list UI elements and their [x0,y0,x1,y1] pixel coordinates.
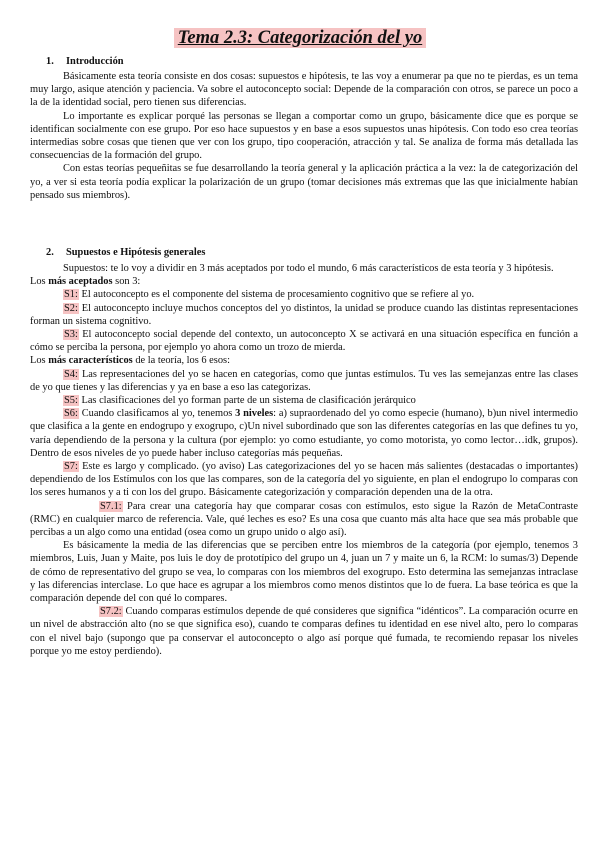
section-heading-text: Supuestos e Hipótesis generales [66,247,206,258]
text: Cuando comparas estímulos depende de qué consideres que significa “idénticos”. La comparación ocurre en un nivel de abstracción alto (no se que significa eso), cuando te comparas defines tu identidad en ese nivel alto, pero lo comparas con el nivel bajo (supongo que pa conservar el autoconcepto o algo así porque qué fumada, te recomiendo repasar los niveles porque yo me estoy perdiendo). [30,606,578,657]
paragraph-aceptados [30,275,578,288]
text: Los [30,276,49,288]
supuesto-s5 [30,394,578,407]
supuesto-label: S2: [64,302,78,314]
paragraph-rmc: Es básicamente la media de las diferencias que se perciben entre los miembros de la categoría (por ejemplo, tenemos 3 miembros, Luis, Juan y Maite, pos luis le doy de prototípico del grupo un 4, juan un 7 y maite un 6, la RCM: lo sumas/3) Depende de cómo de representativo del grupo se vea, lo comparas con los miembros del exogrupo. Esto determina las semejanzas intraclase y las diferencias interclase. Lo que hace es agrupar a los miembros como menos distintos que lo de fuera. La base teórica es que la comparación depende del con qué lo compares. [30,540,578,605]
supuesto-s7 [30,460,578,500]
supuesto-label: S7.2: [100,606,122,618]
paragraph: Con estas teorías pequeñitas se fue desarrollando la teoría general y la aplicación práctica a la vez: la de categorización del yo, a ver si esta teoría podía explicar la polarización de un grupo (tomar decisiones más extremas que las que inicialmente habían pensado sus miembros). [30,163,578,201]
supuesto-s1 [30,288,578,301]
text: : a) supraordenado del yo como especie (humano), b)un nivel intermedio que clasifica a la gente en endogrupo y exogrupo, c)Un nivel subordinado que son las diferentes categorías en las que defines tu yo, varía dependiendo de la persona y la cultura (por ejemplo: yo como estudiante, yo como motorista, yo como lector…idk, grupos). Dentro de esos niveles de yo puede haber incluso categorías más pequeñas. [30,408,578,459]
supuesto-label: S7.1: [100,500,122,512]
intro-body [30,70,578,202]
text: El autoconcepto es el componente del sistema de procesamiento cognitivo que se refiere al yo. [78,289,475,301]
supuesto-s4 [30,368,578,394]
bold-text: 3 niveles [235,408,274,420]
paragraph: Supuestos: te lo voy a dividir en 3 más aceptados por todo el mundo, 6 más característicos de esta teoría y 3 hipótesis. [63,263,554,274]
text: son 3: [112,276,141,288]
section-number: 2. [46,247,54,258]
supuesto-label: S5: [64,395,78,407]
paragraph: Lo importante es explicar porqué las personas se llegan a comportar como un grupo, básicamente dice que es porque se identifican socialmente con ese grupo. Por eso hace supuestos y en base a esos supuestos unas hipótesis. Con todo eso crea teorías intermedias sobre cosas que tienen que ver con los grupo, tipo cooperación, atracción y tal. Se analiza de forma más detallada las consecuencias de la formación del grupo. [30,110,578,162]
title-text: Tema 2.3: Categorización del yo [174,28,426,48]
bold-text: más característicos [48,355,133,367]
section-heading-text: Introducción [66,56,124,67]
supuesto-s7-2 [30,605,578,658]
text: El autoconcepto incluye muchos conceptos del yo distintos, la unidad se produce cuando las distintas representaciones forman un sistema cognitivo. [30,302,578,327]
supuesto-s2 [30,302,578,328]
section-heading-introduccion [46,56,124,67]
supuesto-label: S6: [64,408,78,420]
text: Las clasificaciones del yo forman parte de un sistema de clasificación jerárquico [78,395,416,407]
supuesto-s6 [30,407,578,460]
supuestos-body [30,262,578,658]
text: Los [30,355,49,367]
supuesto-label: S4: [64,368,78,380]
bold-text: más aceptados [48,276,113,288]
supuesto-label: S3: [64,329,78,341]
supuesto-s7-1 [30,500,578,540]
text: Para crear una categoría hay que comparar cosas con estímulos, esto sigue la Razón de MetaContraste (RMC) en cualquier marco de referencia. Vale, qué leches es eso? Es una cosa que cuanto más alta hace que sea más probable que percibas a un algo como una entidad (osea como un grupo unido o algo así). [30,500,578,539]
section-heading-supuestos [46,247,205,258]
section-number: 1. [46,56,54,67]
text: de la teoría, los 6 esos: [132,355,230,367]
supuesto-label: S7: [64,461,78,473]
text: El autoconcepto social depende del contexto, un autoconcepto X se activará en una situación específica en función a cómo se perciba la persona, por ejemplo yo ahora como un trozo de mierda. [30,329,578,354]
supuesto-s3 [30,328,578,354]
paragraph: Básicamente esta teoría consiste en dos cosas: supuestos e hipótesis, te las voy a enumerar pa que no te pierdas, es un tema muy largo, asique atención y paciencia. Va sobre el autoconcepto social: Depende de la comparación con otros, se parece un poco a la de la identidad social, pero tienen sus diferencias. [30,71,578,109]
text: Cuando clasificamos al yo, tenemos [78,408,236,420]
text: Las representaciones del yo se hacen en categorías, como que juntas estímulos. Tu ves las semejanzas entre las clases de yo que tienes y las diferencias y ya en base a eso las categorizas. [30,368,578,393]
supuesto-label: S1: [64,289,78,301]
text: Este es largo y complicado. (yo aviso) Las categorizaciones del yo se hacen más salientes (destacadas o importantes) dependiendo de los Estímulos con los que las compares, son de la categoría del yo siguiente, en plan el endogrupo lo comparas con los seres humanos y a ti con los del grupo. Básicamente categorización y comparación dependen una de la otra. [30,461,578,499]
paragraph-caracteristicos [30,354,578,367]
page-title [0,28,600,49]
